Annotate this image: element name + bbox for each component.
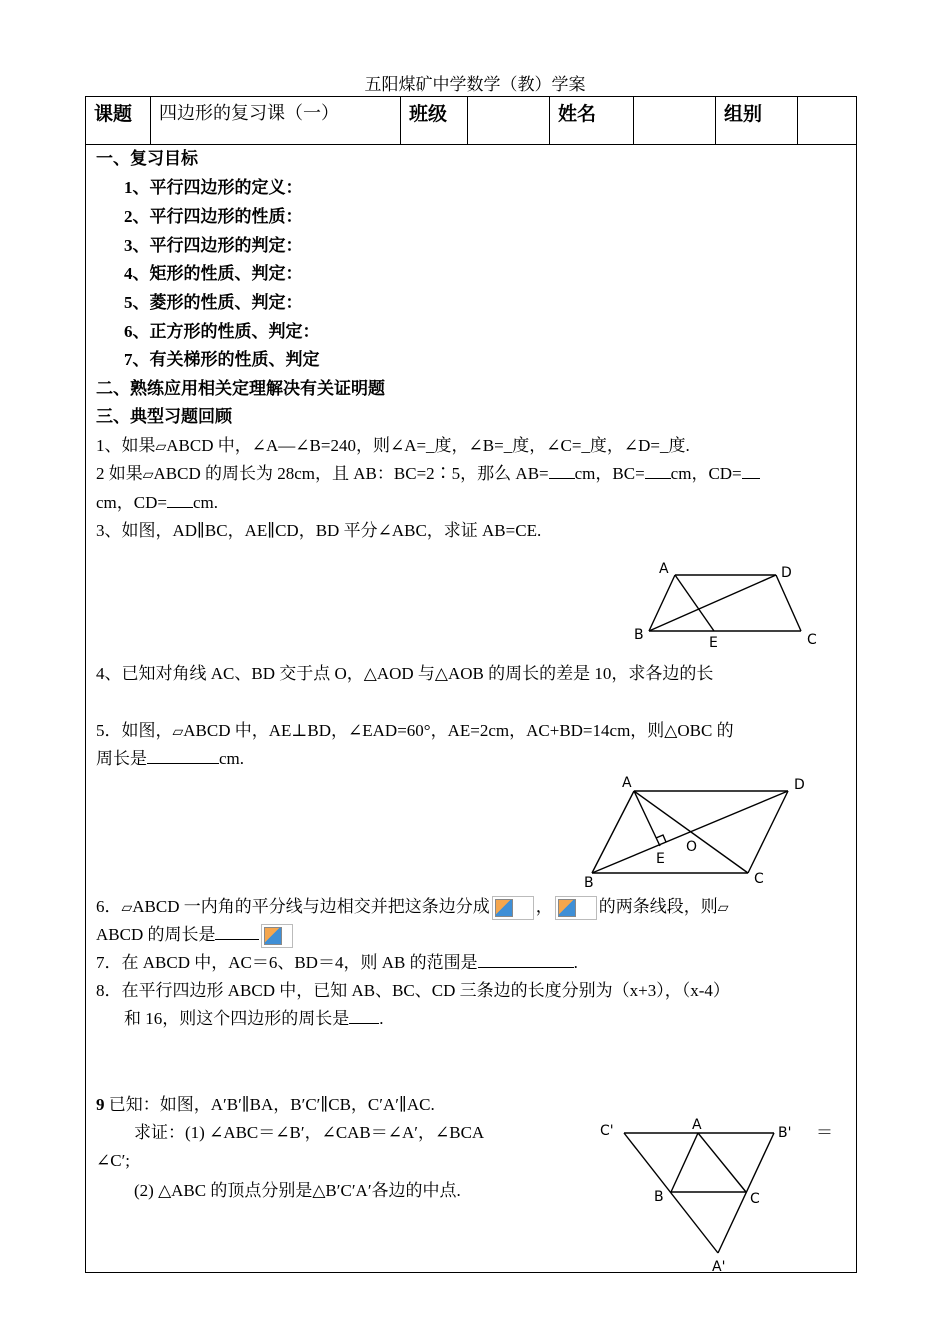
label-B: B — [634, 627, 644, 643]
question-4: 4、已知对角线 AC、BD 交于点 O，△AOD 与△AOB 的周长的差是 10，求各边的长 — [96, 664, 714, 683]
question-9: 9 已知：如图，A′B′∥BA，B′C′∥CB，C′A′∥AC. — [96, 1095, 435, 1114]
name-label: 姓名 — [550, 97, 634, 144]
topic-value: 四边形的复习课（一） — [151, 97, 401, 144]
label-A: A — [622, 775, 632, 791]
question-5-cont: 周长是 cm. — [96, 749, 245, 768]
goal-item: 1、平行四边形的定义： — [124, 178, 303, 197]
broken-image-icon — [261, 924, 293, 948]
label-B: B — [584, 875, 594, 891]
class-label: 班级 — [401, 97, 468, 144]
name-field[interactable] — [634, 97, 716, 144]
fig3-line — [649, 575, 776, 631]
question-5: 5．如图，▱ABCD 中，AE⊥BD，∠EAD=60°，AE=2cm，AC+BD=14cm，则△OBC 的 — [96, 721, 734, 740]
goal-item: 5、菱形的性质、判定： — [124, 293, 303, 312]
label-C-prime: C' — [600, 1123, 614, 1139]
label-O: O — [686, 839, 698, 855]
label-C: C — [750, 1191, 760, 1207]
question-8-cont: 和 16，则这个四边形的周长是 . — [124, 1009, 384, 1028]
figure-3 — [631, 557, 817, 651]
fig3-line — [649, 575, 675, 631]
question-9-proof-1: 求证：(1) ∠ABC＝∠B′，∠CAB＝∠A′，∠BCA — [134, 1123, 485, 1142]
goal-item: 3、平行四边形的判定： — [124, 236, 303, 255]
document-title: 五阳煤矿中学数学（教）学案 — [364, 75, 586, 94]
fig5-line — [634, 791, 748, 873]
question-3: 3、如图，AD∥BC，AE∥CD，BD 平分∠ABC，求证 AB=CE. — [96, 521, 542, 540]
label-D: D — [794, 777, 805, 793]
question-9-eq: ＝ — [816, 1123, 833, 1142]
fig9-line — [698, 1133, 746, 1192]
question-9-proof-1-cont: ∠C′; — [96, 1151, 131, 1170]
fig3-line — [776, 575, 801, 631]
label-B-prime: B' — [778, 1125, 792, 1141]
section2-title: 二、熟练应用相关定理解决有关证明题 — [96, 379, 385, 398]
fig3-line — [675, 575, 714, 631]
goal-item: 2、平行四边形的性质： — [124, 207, 303, 226]
parallelogram-icon: ▱ — [142, 467, 154, 483]
label-C: C — [807, 632, 817, 648]
parallelogram-icon: ▱ — [172, 724, 184, 740]
label-D: D — [781, 565, 792, 581]
section1-title: 一、复习目标 — [96, 149, 198, 168]
label-E: E — [709, 635, 718, 651]
lesson-table — [85, 96, 857, 1273]
broken-image-icon — [492, 896, 534, 920]
goal-item: 6、正方形的性质、判定： — [124, 322, 320, 341]
section3-title: 三、典型习题回顾 — [96, 407, 232, 426]
fig5-line — [592, 791, 634, 873]
topic-label: 课题 — [86, 97, 151, 144]
question-1: 1、如果▱ABCD 中，∠A—∠B=240，则∠A=_度，∠B=_度，∠C=_度，∠D=_度. — [96, 436, 690, 455]
question-6-cont: ABCD 的周长是 — [96, 923, 295, 948]
fig9-line — [624, 1133, 718, 1253]
label-A-prime: A' — [712, 1259, 726, 1275]
group-label: 组别 — [716, 97, 798, 144]
parallelogram-icon: ▱ — [717, 900, 729, 916]
group-field[interactable] — [798, 97, 856, 144]
label-C: C — [754, 871, 764, 887]
goal-item: 7、有关梯形的性质、判定 — [124, 350, 320, 369]
label-E: E — [656, 851, 665, 867]
question-2: 2 如果▱ABCD 的周长为 28cm，且 AB：BC=2∶5，那么 AB= cm，BC= cm，CD= — [96, 462, 760, 487]
question-6: 6．▱ABCD 一内角的平分线与边相交并把这条边分成 ， 的两条线段，则▱ — [96, 895, 729, 920]
label-A: A — [659, 561, 669, 577]
broken-image-icon — [555, 896, 597, 920]
parallelogram-icon: ▱ — [155, 439, 167, 455]
question-7: 7．在 ABCD 中，AC＝6、BD＝4，则 AB 的范围是 . — [96, 953, 578, 972]
question-8: 8．在平行四边形 ABCD 中，已知 AB、BC、CD 三条边的长度分别为（x+3），（x-4） — [96, 981, 730, 1000]
goal-item: 4、矩形的性质、判定： — [124, 264, 303, 283]
fig9-line — [718, 1133, 774, 1253]
label-B: B — [654, 1189, 664, 1205]
question-2-cont: cm，CD= cm. — [96, 493, 219, 512]
fig5-line — [748, 791, 788, 873]
parallelogram-icon: ▱ — [121, 900, 133, 916]
class-field[interactable] — [468, 97, 550, 144]
fig9-line — [671, 1133, 698, 1192]
label-A: A — [692, 1117, 702, 1133]
figure-9 — [594, 1115, 794, 1275]
figure-5 — [584, 769, 824, 891]
question-9-proof-2: (2) △ABC 的顶点分别是△B′C′A′各边的中点. — [134, 1181, 461, 1200]
header-row — [86, 97, 856, 145]
